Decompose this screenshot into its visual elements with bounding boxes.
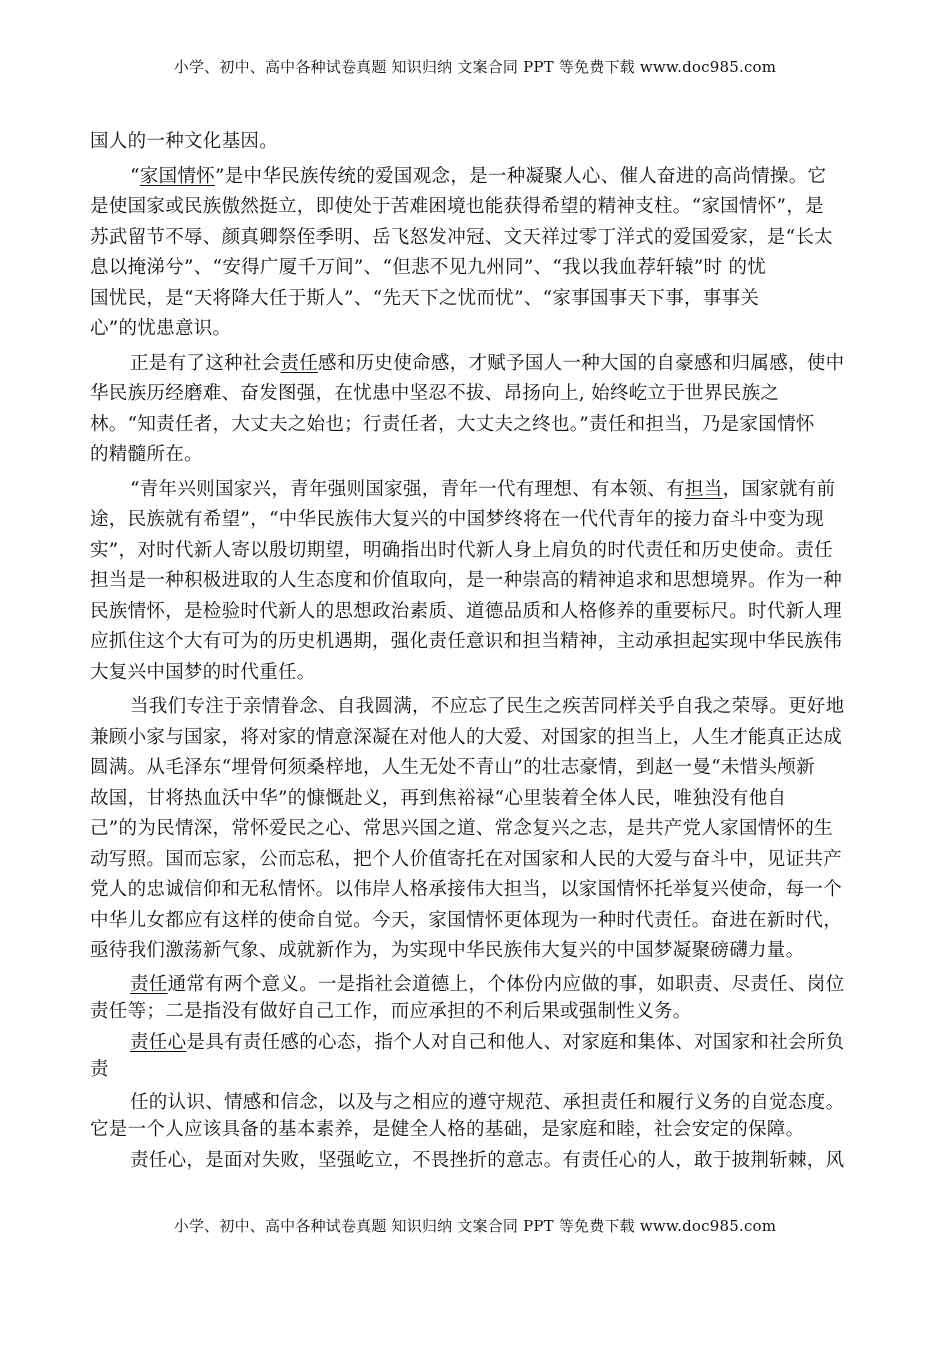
paragraph-first-line: 当我们专注于亲情眷念、自我圆满，不应忘了民生之疾苦同样关乎自我之荣辱。更好地 [130,696,845,717]
paragraph-first-line [90,349,860,380]
text-line: 己”的为民情深，常怀爱民之心、常思兴国之道、常念复兴之志，是共产党人家国情怀的生 [90,818,833,839]
text-line: 华民族历经磨难、奋发图强，在忧患中坚忍不拔、昂扬向上, 始终屹立于世界民族之 [90,383,780,404]
text-line: 动写照。国而忘家，公而忘私，把个人价值寄托在对国家和人民的大爱与奋斗中，见证共产 [90,848,843,870]
text-line: 途，民族就有希望”，“中华民族伟大复兴的中国梦终将在一代代青年的接力奋斗中变为现 [90,509,824,530]
text-line: 故国，甘将热血沃中华”的慷慨赴义，再到焦裕禄“心里装着全体人民，唯独没有他自 [90,787,787,809]
text-line: 心”的忧患意识。 [90,318,232,339]
text-run: 是具有责任感的心态，指个人对自己和他人、对家庭和集体、对国家和社会所负 [186,1031,845,1053]
paragraph-first-line [90,971,860,998]
text-line: 的精髓所在。 [90,444,203,465]
text-run: “青年兴则国家兴，青年强则国家强，青年一代有理想、有本领、有 [130,478,685,500]
text-line: 中华儿女都应有这样的使命自觉。今天，家国情怀更体现为一种时代责任。奋进在新时代， [90,909,843,931]
underlined-term: 责任 [280,352,319,374]
page-header: 小学、初中、高中各种试卷真题 知识归纳 文案合同 PPT 等免费下载 www.doc985.com [173,58,777,76]
underlined-term: 家国情怀 [139,165,215,187]
text-line: 担当是一种积极进取的人生态度和价值取向，是一种崇高的精神追求和思想境界。作为一种 [90,570,843,591]
text-run: ”是中华民族传统的爱国观念，是一种凝聚人心、催人奋进的高尚情操。它 [214,165,827,187]
underlined-term: 责任心 [130,1031,187,1053]
underlined-term: 责任 [130,973,168,995]
page-footer: 小学、初中、高中各种试卷真题 知识归纳 文案合同 PPT 等免费下载 www.doc985.com [173,1217,777,1235]
text-line: 应抓住这个大有可为的历史机遇期，强化责任意识和担当精神，主动承担起实现中华民族伟 [90,631,843,652]
text-line: 它是一个人应该具备的基本素养，是健全人格的基础，是家庭和睦，社会安定的保障。 [90,1118,805,1140]
text-line: 圆满。从毛泽东“埋骨何须桑梓地，人生无处不青山”的壮志豪情，到赵一曼“未惜头颅新 [90,757,815,778]
text-run: 通常有两个意义。一是指社会道德上，个体份内应做的事，如职责、尽责任、岗位 [167,973,845,995]
text-line: 国忧民，是“天将降大任于斯人”、“先天下之忧而忧”、“家事国事天下事，事事关 [90,287,760,309]
text-line: 苏武留节不辱、颜真卿祭侄季明、岳飞怒发冲冠、文天祥过零丁洋式的爱国爱家，是“长太 [90,226,833,248]
text-run: 感和历史使命感，才赋予国人一种大国的自豪感和归属感，使中 [318,352,845,374]
text-line: 实”，对时代新人寄以殷切期望，明确指出时代新人身上肩负的时代责任和历史使命。责任 [90,539,833,561]
text-line: 责 [90,1058,109,1080]
document-body [90,127,860,1174]
text-line: 兼顾小家与国家，将对家的情意深凝在对他人的大爱、对国家的担当上，人生才能真正达成 [90,726,843,748]
text-line: 林。“知责任者，大丈夫之始也；行责任者，大丈夫之终也。”责任和担当，乃是家国情怀 [90,413,815,435]
text-line: 责任等；二是指没有做好自己工作，而应承担的不利后果或强制性义务。 [90,1000,692,1022]
paragraph-first-line [90,162,860,193]
text-run: 正是有了这种社会 [130,352,281,374]
text-run: “ [130,165,140,187]
underlined-term: 担当 [684,478,723,500]
text-line: 民族情怀，是检验时代新人的思想政治素质、道德品质和人格修养的重要标尺。时代新人理 [90,600,843,622]
paragraph-first-line [90,1029,860,1056]
text-line: 国人的一种文化基因。 [90,131,279,152]
text-run: ，国家就有前 [722,478,836,500]
paragraph-first-line [90,475,860,506]
text-line: 息以掩涕兮”、“安得广厦千万间”、“但悲不见九州同”、“我以我血荐轩辕”时 的忧 [90,257,767,278]
text-line: 亟待我们激荡新气象、成就新作为，为实现中华民族伟大复兴的中国梦凝聚磅礴力量。 [90,940,805,961]
text-line: 大复兴中国梦的时代重任。 [90,661,316,683]
paragraph-first-line: 任的认识、情感和信念，以及与之相应的遵守规范、承担责任和履行义务的自觉态度。 [130,1091,845,1113]
text-line: 党人的忠诚信仰和无私情怀。以伟岸人格承接伟大担当，以家国情怀托举复兴使命，每一个 [90,879,843,900]
text-line: 是使国家或民族傲然挺立，即使处于苦难困境也能获得希望的精神支柱。“家国情怀”，是 [90,196,824,217]
paragraph-first-line: 责任心，是面对失败，坚强屹立，不畏挫折的意志。有责任心的人，敢于披荆斩棘，风 [130,1149,845,1171]
